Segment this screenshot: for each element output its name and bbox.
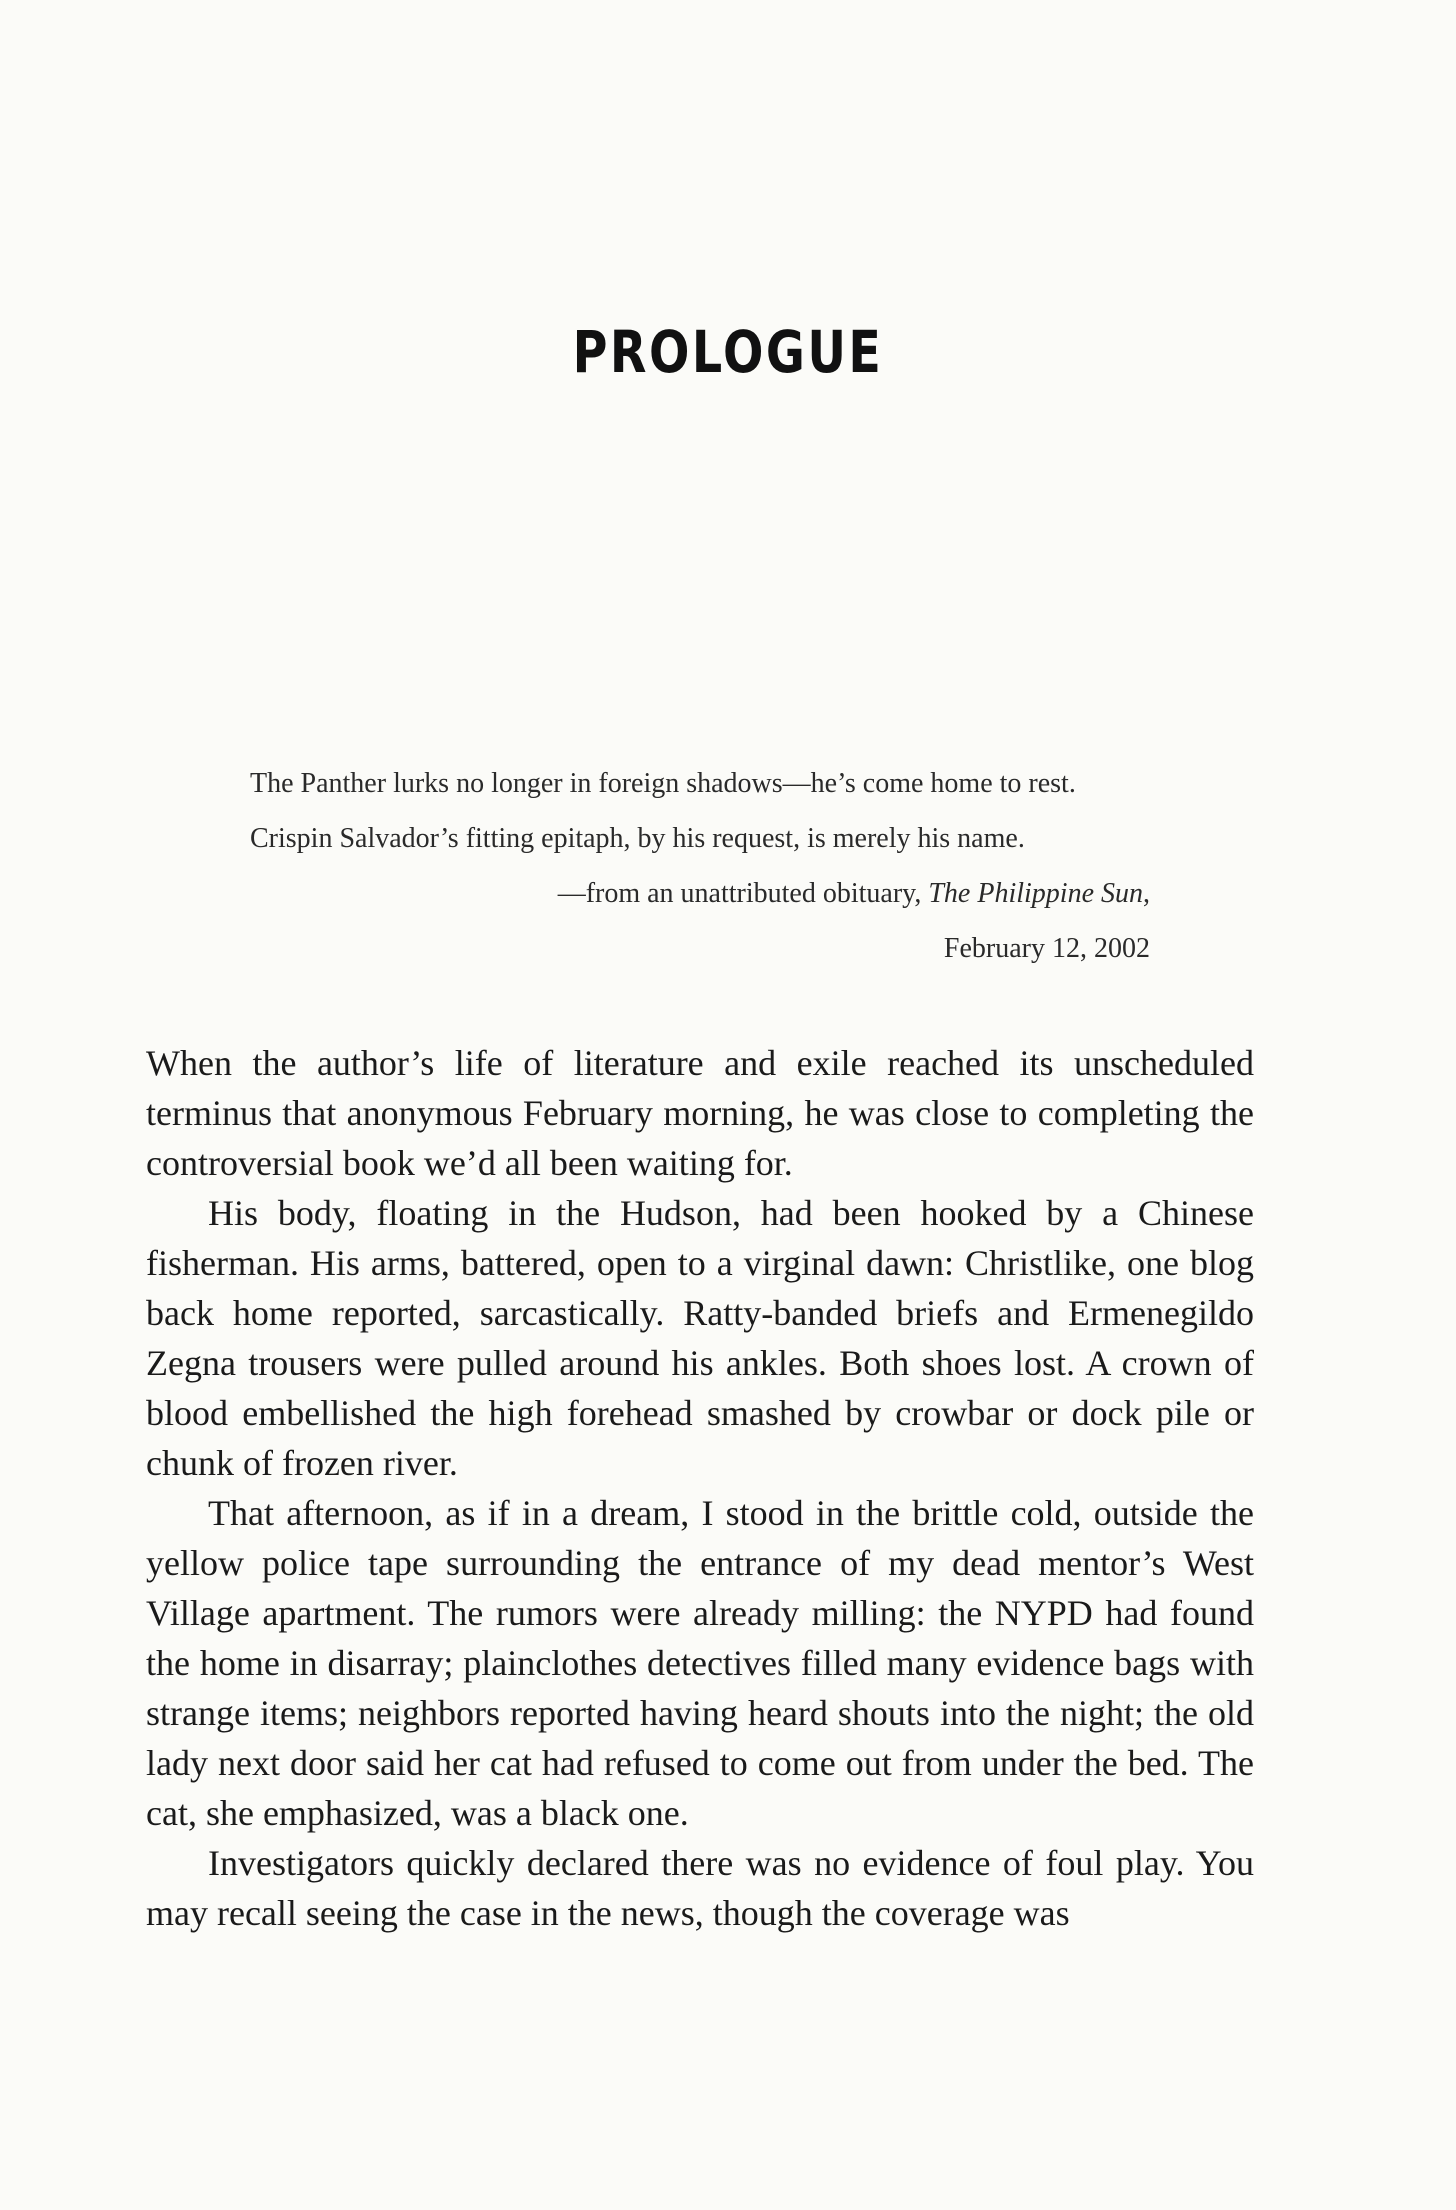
attribution-source <box>250 866 1150 921</box>
paragraph: Investigators quickly declared there was no evidence of foul play. You may recall seeing the case in the news, though the coverage was <box>146 1843 1254 1933</box>
epigraph-quote: The Panther lurks no longer in foreign shadows—he’s come home to rest. Crispin Salvador’s fitting epitaph, by his request, is merely his name. <box>250 768 1076 854</box>
body-text <box>146 1038 1254 1938</box>
chapter-title: PROLOGUE <box>572 318 884 386</box>
attribution-prefix: —from an unattributed obituary, <box>557 878 929 909</box>
paragraph: His body, floating in the Hudson, had been hooked by a Chinese fisherman. His arms, battered, open to a virginal dawn: Christlike, one blog back home reported, sarcastically. Ratty-banded briefs and Ermenegildo Zegna trousers were pulled around his ankles. Both shoes lost. A crown of blood embellished the high forehead smashed by crowbar or dock pile or chunk of frozen river. <box>146 1193 1254 1483</box>
epigraph <box>250 756 1150 976</box>
paragraph: That afternoon, as if in a dream, I stood in the brittle cold, outside the yellow police tape surrounding the entrance of my dead mentor’s West Village apartment. The rumors were already milling: the NYPD had found the home in disarray; plainclothes detectives filled many evidence bags with strange items; neighbors reported having heard shouts into the night; the old lady next door said her cat had refused to come out from under the bed. The cat, she emphasized, was a black one. <box>146 1493 1254 1833</box>
publication-name: The Philippine Sun <box>928 878 1143 909</box>
paragraph: When the author’s life of literature and exile reached its unscheduled terminus that anonymous February morning, he was close to completing the controversial book we’d all been waiting for. <box>146 1043 1254 1183</box>
attribution-suffix: , <box>1143 878 1150 909</box>
epigraph-attribution <box>250 866 1150 976</box>
attribution-date: February 12, 2002 <box>943 933 1150 964</box>
